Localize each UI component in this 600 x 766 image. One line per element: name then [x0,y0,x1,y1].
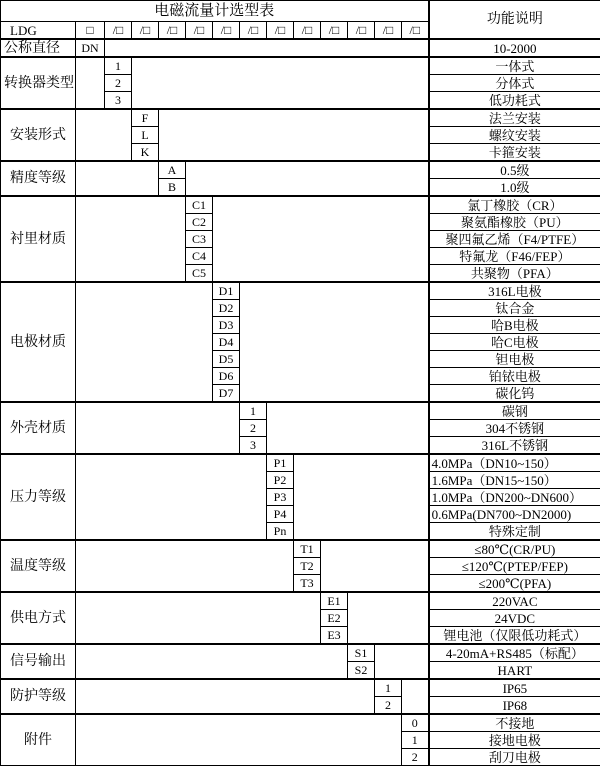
option-code: D1 [213,282,240,300]
option-description: 法兰安装 [429,109,600,127]
model-slash-box: /□ [321,22,348,40]
option-description: 聚氨酯橡胶（PU） [429,214,600,231]
page-title: 电磁流量计选型表 [1,1,429,22]
option-code: E1 [321,592,348,610]
model-slash-box: /□ [294,22,321,40]
empty-gap-cell [105,39,429,57]
option-row [1,196,600,214]
option-code: C4 [186,248,213,265]
option-row [1,679,600,697]
option-code: D6 [213,368,240,385]
option-code: T2 [294,558,321,575]
option-code: 1 [375,679,402,697]
section-label: 精度等级 [1,161,76,196]
option-description: 分体式 [429,75,600,92]
option-code: D5 [213,351,240,368]
model-slash-box: /□ [213,22,240,40]
option-code: F [132,109,159,127]
section-label: 供电方式 [1,592,76,644]
option-code: C5 [186,265,213,283]
option-code: P2 [267,472,294,489]
option-code: B [159,179,186,197]
option-description: HART [429,662,600,680]
option-description: 低功耗式 [429,92,600,110]
option-description: 哈C电极 [429,334,600,351]
section-label: 信号输出 [1,644,76,679]
option-description: 哈B电极 [429,317,600,334]
empty-gap-cell [76,679,375,714]
option-description: 卡箍安装 [429,144,600,162]
option-row [1,402,600,420]
function-column-header: 功能说明 [429,1,600,40]
option-description: 1.6MPa（DN15~150） [429,472,600,489]
option-code: C3 [186,231,213,248]
option-row [1,109,600,127]
option-description: 1.0MPa（DN200~DN600） [429,489,600,506]
empty-gap-cell [76,402,240,454]
model-slash-box: /□ [240,22,267,40]
option-description: 24VDC [429,610,600,627]
section-label: 转换器类型 [1,57,76,109]
section-label: 安装形式 [1,109,76,161]
section-label: 温度等级 [1,540,76,592]
option-description: 0.5级 [429,161,600,179]
option-description: 304不锈钢 [429,420,600,437]
empty-gap-cell [186,161,429,196]
option-code: T1 [294,540,321,558]
option-row [1,39,600,57]
empty-gap-cell [159,109,429,161]
option-row [1,540,600,558]
empty-gap-cell [76,109,132,161]
model-slash-box: /□ [402,22,429,40]
option-code: 2 [240,420,267,437]
option-description: 螺纹安装 [429,127,600,144]
option-row [1,592,600,610]
model-slash-box: /□ [159,22,186,40]
option-description: 铂铱电极 [429,368,600,385]
option-code: K [132,144,159,162]
option-description: 锂电池（仅限低功耗式） [429,627,600,645]
option-code: A [159,161,186,179]
empty-gap-cell [267,402,429,454]
option-description: IP65 [429,679,600,697]
section-label: 电极材质 [1,282,76,402]
option-row [1,644,600,662]
empty-gap-cell [375,644,429,679]
option-code: D2 [213,300,240,317]
empty-gap-cell [76,454,267,540]
option-description: 共聚物（PFA） [429,265,600,283]
option-code: T3 [294,575,321,593]
option-description: IP68 [429,697,600,715]
option-description: 一体式 [429,57,600,75]
option-code: 2 [375,697,402,715]
empty-gap-cell [321,540,429,592]
option-code: S2 [348,662,375,680]
option-code: 0 [402,714,429,732]
section-label: 压力等级 [1,454,76,540]
empty-gap-cell [213,196,429,282]
option-description: 0.6MPa(DN700~DN2000) [429,506,600,523]
option-description: 316L电极 [429,282,600,300]
model-box: □ [76,22,105,40]
model-slash-box: /□ [348,22,375,40]
section-label: 防护等级 [1,679,76,714]
empty-gap-cell [348,592,429,644]
option-description: 1.0级 [429,179,600,197]
empty-gap-cell [76,161,159,196]
option-code: 2 [105,75,132,92]
title-row [1,1,600,22]
model-slash-box: /□ [375,22,402,40]
empty-gap-cell [402,679,429,714]
empty-gap-cell [240,282,429,402]
option-code: 3 [240,437,267,455]
model-slash-box: /□ [105,22,132,40]
empty-gap-cell [76,282,213,402]
model-slash-box: /□ [186,22,213,40]
option-description: 钛合金 [429,300,600,317]
model-slash-box: /□ [267,22,294,40]
option-description: 碳钢 [429,402,600,420]
option-description: 4-20mA+RS485（标配） [429,644,600,662]
option-code: 1 [240,402,267,420]
option-code: D3 [213,317,240,334]
option-code: 1 [105,57,132,75]
option-description: 不接地 [429,714,600,732]
empty-gap-cell [132,57,429,109]
option-row [1,57,600,75]
section-label: 外壳材质 [1,402,76,454]
section-label: 衬里材质 [1,196,76,282]
option-row [1,161,600,179]
option-description: 220VAC [429,592,600,610]
empty-gap-cell [76,540,294,592]
option-code: P4 [267,506,294,523]
option-description: 接地电极 [429,732,600,749]
option-description: 10-2000 [429,39,600,57]
option-code: C2 [186,214,213,231]
option-code: L [132,127,159,144]
model-slash-box: /□ [132,22,159,40]
option-description: 氯丁橡胶（CR） [429,196,600,214]
option-code: Pn [267,523,294,541]
empty-gap-cell [76,592,321,644]
option-description: ≤200℃(PFA) [429,575,600,593]
option-code: D4 [213,334,240,351]
option-code: DN [76,39,105,57]
option-description: ≤120℃(PTEP/FEP) [429,558,600,575]
empty-gap-cell [76,57,105,109]
option-description: 特氟龙（F46/FEP） [429,248,600,265]
option-description: 聚四氟乙烯（F4/PTFE） [429,231,600,248]
option-code: P3 [267,489,294,506]
option-description: 刮刀电极 [429,749,600,766]
empty-gap-cell [76,644,348,679]
section-label: 附件 [1,714,76,766]
option-description: 4.0MPa（DN10~150） [429,454,600,472]
empty-gap-cell [294,454,429,540]
option-description: 钽电极 [429,351,600,368]
option-code: 1 [402,732,429,749]
empty-gap-cell [76,196,186,282]
option-description: 316L不锈钢 [429,437,600,455]
option-code: S1 [348,644,375,662]
option-code: P1 [267,454,294,472]
section-label: 公称直径 [1,39,76,57]
option-row [1,454,600,472]
option-row [1,282,600,300]
option-description: ≤80℃(CR/PU) [429,540,600,558]
model-prefix: LDG [1,22,76,40]
option-code: 3 [105,92,132,110]
option-code: E3 [321,627,348,645]
option-row [1,714,600,732]
option-code: 2 [402,749,429,766]
option-description: 碳化钨 [429,385,600,403]
option-description: 特殊定制 [429,523,600,541]
empty-gap-cell [76,714,402,766]
option-code: D7 [213,385,240,403]
option-code: E2 [321,610,348,627]
option-code: C1 [186,196,213,214]
